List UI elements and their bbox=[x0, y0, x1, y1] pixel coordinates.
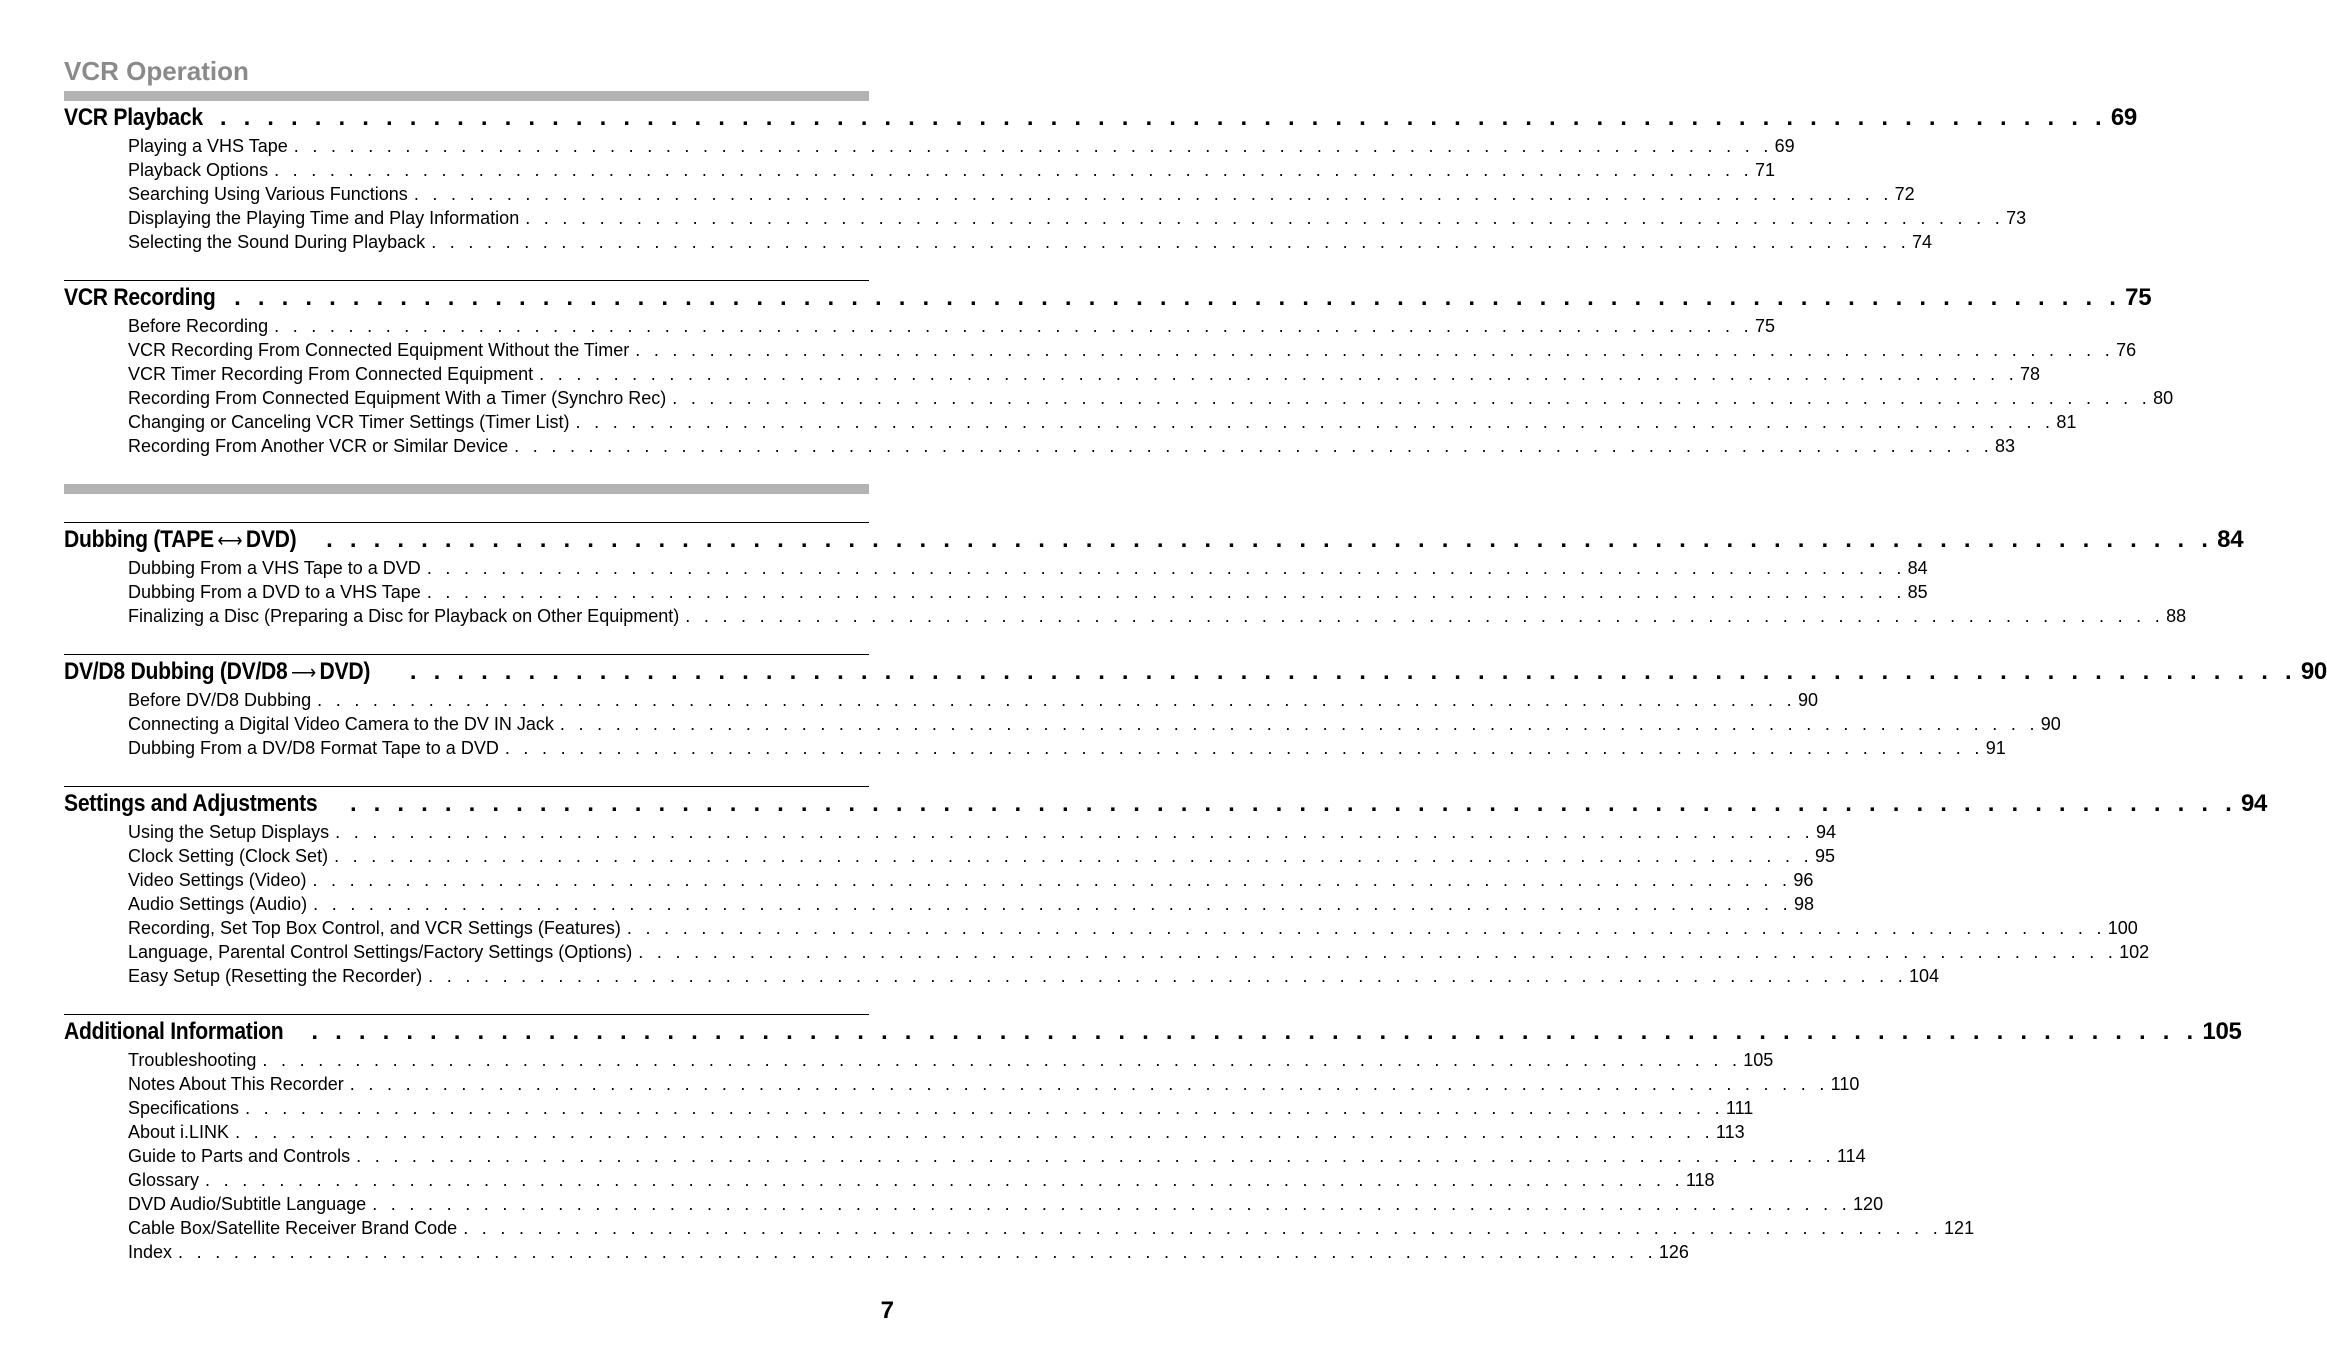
section-title-start: DV/D8 Dubbing (DV/D8 bbox=[64, 658, 288, 685]
toc-entry-title: Audio Settings (Audio) bbox=[128, 894, 308, 914]
toc-entry[interactable] bbox=[128, 314, 1775, 338]
toc-section-heading[interactable] bbox=[64, 101, 2137, 134]
dot-leader: . . . . . . . . . . . . . . . . . . . . . . . . . . . . . . . . . . . . . . . . . . . . . . . . . . . . . . . . . . . . . . . . . . . . . . . . . . . . . . . . bbox=[672, 388, 2152, 408]
toc-section-title: Settings and Adjustments bbox=[64, 790, 318, 817]
toc-entry-page: 96 bbox=[1793, 870, 1814, 890]
toc-entry-page: 114 bbox=[1836, 1146, 1866, 1166]
toc-entry[interactable] bbox=[128, 964, 1940, 988]
toc-entry-title: Changing or Canceling VCR Timer Settings (Timer List) bbox=[128, 412, 570, 432]
toc-entry-page: 102 bbox=[2119, 942, 2150, 962]
toc-section-page: 90 bbox=[2300, 658, 2327, 685]
toc-entry-page: 98 bbox=[1793, 894, 1814, 914]
toc-section-heading[interactable] bbox=[64, 523, 2244, 556]
toc-entry-page: 100 bbox=[2107, 918, 2138, 938]
toc-page bbox=[64, 54, 2327, 1276]
toc-entry-title: Connecting a Digital Video Camera to the DV IN Jack bbox=[128, 714, 554, 734]
toc-section-heading[interactable] bbox=[64, 281, 2152, 314]
toc-entry[interactable] bbox=[128, 1144, 1866, 1168]
toc-entry-page: 113 bbox=[1715, 1122, 1745, 1142]
part-title: VCR Operation bbox=[64, 56, 249, 86]
dot-leader: . . . . . . . . . . . . . . . . . . . . . . . . . . . . . . . . . . . . . . . . . . . . . . . . . . . . . . . . . . . . . . . . . . . . . . . . . . . . . . . . bbox=[635, 340, 2115, 360]
dot-leader: . . . . . . . . . . . . . . . . . . . . . . . . . . . . . . . . . . . . . . . . . . . . . . . . . . . . . . . . . . . . . . . . . . . . . . . . . . . . . . . . bbox=[504, 738, 1984, 758]
toc-entry[interactable] bbox=[128, 940, 2150, 964]
toc-entry-page: 83 bbox=[1995, 436, 2016, 456]
toc-section bbox=[64, 786, 2268, 1000]
toc-entry[interactable] bbox=[128, 386, 2174, 410]
toc-entry-title: Dubbing From a DV/D8 Format Tape to a DVD bbox=[128, 738, 499, 758]
toc-section-page: 69 bbox=[2110, 104, 2137, 131]
dot-leader: . . . . . . . . . . . . . . . . . . . . . . . . . . . . . . . . . . . . . . . . . . . . . . . . . . . . . . . . . . . . . . . . . . . . . . . . . . . . . . . . bbox=[626, 918, 2106, 938]
toc-entry-page: 121 bbox=[1944, 1218, 1975, 1238]
toc-entry-page: 69 bbox=[1774, 136, 1795, 156]
toc-entry-title: Selecting the Sound During Playback bbox=[128, 232, 426, 252]
toc-entry-title: Displaying the Playing Time and Play Information bbox=[128, 208, 520, 228]
toc-group-vcr bbox=[64, 101, 2174, 470]
toc-entry-title: Recording From Another VCR or Similar Device bbox=[128, 436, 509, 456]
toc-entry[interactable] bbox=[128, 1168, 1715, 1192]
dot-leader: . . . . . . . . . . . . . . . . . . . . . . . . . . . . . . . . . . . . . . . . . . . . . . . . . . . . . . . . . . . . . . . . . . . . . . . . . . . . . . . . bbox=[413, 184, 1893, 204]
toc-section-page: 84 bbox=[2217, 526, 2244, 553]
toc-entry[interactable] bbox=[128, 736, 2006, 760]
toc-entry-title: VCR Timer Recording From Connected Equipment bbox=[128, 364, 534, 384]
toc-entry-title: Dubbing From a DVD to a VHS Tape bbox=[128, 582, 421, 602]
toc-section-title bbox=[64, 655, 379, 690]
toc-entry[interactable] bbox=[128, 868, 1814, 892]
section-title-start: Dubbing (TAPE bbox=[64, 526, 214, 553]
toc-section bbox=[64, 522, 2244, 640]
toc-entry-title: Cable Box/Satellite Receiver Brand Code bbox=[128, 1218, 458, 1238]
dot-leader: . . . . . . . . . . . . . . . . . . . . . . . . . . . . . . . . . . . . . . . . . . . . . . . . . . . . . . . . . . . . . . . . . . . . . . . . . . . . . . . . bbox=[575, 412, 2055, 432]
dot-leader: . . . . . . . . . . . . . . . . . . . . . . . . . . . . . . . . . . . . . . . . . . . . . . . . . . . . . . . . . . . . . . . . . . . . . . . . . . . . . . . . bbox=[205, 1170, 1684, 1190]
toc-entry-title: Index bbox=[128, 1242, 173, 1262]
toc-section-heading[interactable] bbox=[64, 655, 2327, 688]
toc-entry[interactable] bbox=[128, 410, 2077, 434]
dot-leader: . . . . . . . . . . . . . . . . . . . . . . . . . . . . . . . . . . . . . . . . . . . . . . . . . . . . . . . . . . . . . . . . . . . . . . . . . . . . . . . . bbox=[525, 208, 2005, 228]
toc-entry-page: 118 bbox=[1685, 1170, 1715, 1190]
dot-leader: . . . . . . . . . . . . . . . . . . . . . . . . . . . . . . . . . . . . . . . . . . . . . . . . . . . . . . . . . . . . . . . . . . . . . . . . . . . . . . . . bbox=[539, 364, 2019, 384]
toc-entry[interactable] bbox=[128, 206, 2027, 230]
toc-entry-page: 74 bbox=[1912, 232, 1933, 252]
toc-entry[interactable] bbox=[128, 1096, 1754, 1120]
toc-entry[interactable] bbox=[128, 1216, 1975, 1240]
toc-entry-title: Glossary bbox=[128, 1170, 200, 1190]
toc-entry-title: Before Recording bbox=[128, 316, 269, 336]
toc-entry-title: Finalizing a Disc (Preparing a Disc for Playback on Other Equipment) bbox=[128, 606, 680, 626]
dot-leader: . . . . . . . . . . . . . . . . . . . . . . . . . . . . . . . . . . . . . . . . . . . . . . . . . . . . . . . . . . . . . . . . . . . . . . . . . . . . . . . . bbox=[463, 1218, 1943, 1238]
toc-section-heading[interactable] bbox=[64, 1015, 2242, 1048]
toc-entry-page: 84 bbox=[1907, 558, 1928, 578]
toc-entry-page: 85 bbox=[1907, 582, 1928, 602]
dot-leader: . . . . . . . . . . . . . . . . . . . . . . . . . . . . . . . . . . . . . . . . . . . . . . . . . . . . . . . . . . . . . . . . . . . . . . . . . . . . . . . . bbox=[274, 316, 1753, 336]
toc-entry-title: Guide to Parts and Controls bbox=[128, 1146, 351, 1166]
dot-leader: . . . . . . . . . . . . . . . . . . . . . . . . . . . . . . . . . . . . . . . . . . . . . . . . . . . . . . . . . . . . . . . . . . . . . . . . . . . . . . . . bbox=[356, 1146, 1835, 1166]
toc-section-heading[interactable] bbox=[64, 787, 2268, 820]
toc-entry-list bbox=[64, 314, 2174, 470]
toc-entry-page: 94 bbox=[1815, 822, 1836, 842]
dot-leader: . . . . . . . . . . . . . . . . . . . . . . . . . . . . . . . . . . . . . . . . . . . . . . . . . . . . . . . . . . . . . . . . . . . . . . . . . . . . . . . . bbox=[428, 966, 1908, 986]
dot-leader: . . . . . . . . . . . . . . . . . . . . . . . . . . . . . . . . . . . . . . . . . . . . . . . . . . . . . . . . . . . . . . . . . . . . . . . . . . . . . . . . bbox=[234, 284, 2122, 311]
toc-entry-page: 80 bbox=[2153, 388, 2174, 408]
toc-section-title bbox=[64, 523, 305, 558]
toc-entry-title: Searching Using Various Functions bbox=[128, 184, 408, 204]
toc-entry-page: 73 bbox=[2006, 208, 2027, 228]
toc-entry[interactable] bbox=[128, 338, 2137, 362]
toc-entry-title: Recording From Connected Equipment With a Timer (Synchro Rec) bbox=[128, 388, 667, 408]
toc-entry-list bbox=[64, 1048, 1975, 1276]
dot-leader: . . . . . . . . . . . . . . . . . . . . . . . . . . . . . . . . . . . . . . . . . . . . . . . . . . . . . . . . . . . . . . . . . . . . . . . . . . . . . . . . bbox=[178, 1242, 1657, 1262]
toc-entry-page: 81 bbox=[2056, 412, 2077, 432]
toc-entry[interactable] bbox=[128, 434, 2016, 458]
toc-entry-title: Before DV/D8 Dubbing bbox=[128, 690, 312, 710]
toc-entry-page: 88 bbox=[2166, 606, 2187, 626]
toc-entry-list bbox=[64, 134, 2027, 266]
toc-entry-title: Language, Parental Control Settings/Factory Settings (Options) bbox=[128, 942, 633, 962]
group-divider-bar bbox=[64, 484, 869, 494]
dot-leader: . . . . . . . . . . . . . . . . . . . . . . . . . . . . . . . . . . . . . . . . . . . . . . . . . . . . . . . . . . . . . . . . . . . . . . . . . . . . . . . . bbox=[335, 822, 1814, 842]
toc-section-page: 94 bbox=[2240, 790, 2268, 817]
dot-leader: . . . . . . . . . . . . . . . . . . . . . . . . . . . . . . . . . . . . . . . . . . . . . . . . . . . . . . . . . . . . . . . . . . . . . . . . . . . . . . . . bbox=[349, 1074, 1829, 1094]
dot-leader: . . . . . . . . . . . . . . . . . . . . . . . . . . . . . . . . . . . . . . . . . . . . . . . . . . . . . . . . . . . . . . . . . . . . . . . . . . . . . . . . bbox=[349, 790, 2237, 817]
dot-leader: . . . . . . . . . . . . . . . . . . . . . . . . . . . . . . . . . . . . . . . . . . . . . . . . . . . . . . . . . . . . . . . . . . . . . . . . . . . . . . . . bbox=[685, 606, 2165, 626]
toc-entry[interactable] bbox=[128, 892, 1814, 916]
toc-entry-title: Easy Setup (Resetting the Recorder) bbox=[128, 966, 423, 986]
toc-section-title: VCR Recording bbox=[64, 284, 216, 311]
dot-leader: . . . . . . . . . . . . . . . . . . . . . . . . . . . . . . . . . . . . . . . . . . . . . . . . . . . . . . . . . . . . . . . . . . . . . . . . . . . . . . . . bbox=[219, 104, 2107, 131]
toc-entry-title: Clock Setting (Clock Set) bbox=[128, 846, 329, 866]
toc-entry[interactable] bbox=[128, 362, 2041, 386]
toc-entry-page: 78 bbox=[2020, 364, 2041, 384]
toc-entry[interactable] bbox=[128, 916, 2138, 940]
toc-entry-list bbox=[64, 556, 2187, 640]
dot-leader: . . . . . . . . . . . . . . . . . . . . . . . . . . . . . . . . . . . . . . . . . . . . . . . . . . . . . . . . . . . . . . . . . . . . . . . . . . . . . . . . bbox=[426, 558, 1906, 578]
toc-entry-title: About i.LINK bbox=[128, 1122, 230, 1142]
toc-entry[interactable] bbox=[128, 556, 1928, 580]
dot-leader: . . . . . . . . . . . . . . . . . . . . . . . . . . . . . . . . . . . . . . . . . . . . . . . . . . . . . . . . . . . . . . . . . . . . . . . . . . . . . . . . bbox=[638, 942, 2118, 962]
toc-entry-page: 120 bbox=[1853, 1194, 1884, 1214]
toc-entry-page: 111 bbox=[1725, 1098, 1754, 1118]
toc-entry-page: 76 bbox=[2116, 340, 2137, 360]
toc-section bbox=[64, 280, 2174, 470]
toc-section bbox=[64, 654, 2327, 772]
toc-entry-title: Specifications bbox=[128, 1098, 240, 1118]
dot-leader: . . . . . . . . . . . . . . . . . . . . . . . . . . . . . . . . . . . . . . . . . . . . . . . . . . . . . . . . . . . . . . . . . . . . . . . . . . . . . . . . bbox=[311, 1018, 2199, 1045]
toc-entry[interactable] bbox=[128, 230, 1933, 254]
toc-entry[interactable] bbox=[128, 1192, 1884, 1216]
section-title-end: DVD) bbox=[319, 658, 371, 685]
toc-entry-title: Notes About This Recorder bbox=[128, 1074, 344, 1094]
toc-section-title: VCR Playback bbox=[64, 104, 203, 131]
dot-leader: . . . . . . . . . . . . . . . . . . . . . . . . . . . . . . . . . . . . . . . . . . . . . . . . . . . . . . . . . . . . . . . . . . . . . . . . . . . . . . . . bbox=[426, 582, 1906, 602]
part-divider-bar bbox=[64, 91, 869, 101]
toc-entry[interactable] bbox=[128, 844, 1835, 868]
toc-entry[interactable] bbox=[128, 712, 2061, 736]
dot-leader: . . . . . . . . . . . . . . . . . . . . . . . . . . . . . . . . . . . . . . . . . . . . . . . . . . . . . . . . . . . . . . . . . . . . . . . . . . . . . . . . bbox=[334, 846, 1813, 866]
dot-leader: . . . . . . . . . . . . . . . . . . . . . . . . . . . . . . . . . . . . . . . . . . . . . . . . . . . . . . . . . . . . . . . . . . . . . . . . . . . . . . . . bbox=[293, 136, 1773, 156]
dot-leader: . . . . . . . . . . . . . . . . . . . . . . . . . . . . . . . . . . . . . . . . . . . . . . . . . . . . . . . . . . . . . . . . . . . . . . . . . . . . . . . . bbox=[245, 1098, 1724, 1118]
toc-entry-list bbox=[64, 820, 2150, 1000]
toc-entry-page: 90 bbox=[2040, 714, 2061, 734]
toc-entry-page: 72 bbox=[1894, 184, 1915, 204]
toc-entry-title: Video Settings (Video) bbox=[128, 870, 307, 890]
toc-entry-title: Playing a VHS Tape bbox=[128, 136, 288, 156]
dot-leader: . . . . . . . . . . . . . . . . . . . . . . . . . . . . . . . . . . . . . . . . . . . . . . . . . . . . . . . . . . . . . . . . . . . . . . . . . . . . . . . . bbox=[409, 658, 2297, 685]
toc-entry-page: 90 bbox=[1797, 690, 1818, 710]
dot-leader: . . . . . . . . . . . . . . . . . . . . . . . . . . . . . . . . . . . . . . . . . . . . . . . . . . . . . . . . . . . . . . . . . . . . . . . . . . . . . . . . bbox=[431, 232, 1911, 252]
toc-entry-title: Dubbing From a VHS Tape to a DVD bbox=[128, 558, 421, 578]
toc-entry[interactable] bbox=[128, 134, 1795, 158]
dot-leader: . . . . . . . . . . . . . . . . . . . . . . . . . . . . . . . . . . . . . . . . . . . . . . . . . . . . . . . . . . . . . . . . . . . . . . . . . . . . . . . . bbox=[326, 526, 2214, 553]
toc-entry[interactable] bbox=[128, 1120, 1745, 1144]
toc-entry-title: Playback Options bbox=[128, 160, 269, 180]
toc-entry[interactable] bbox=[128, 1072, 1860, 1096]
toc-entry[interactable] bbox=[128, 158, 1775, 182]
toc-entry-page: 126 bbox=[1658, 1242, 1689, 1262]
toc-entry-title: DVD Audio/Subtitle Language bbox=[128, 1194, 367, 1214]
toc-entry-page: 71 bbox=[1754, 160, 1775, 180]
toc-entry[interactable] bbox=[128, 182, 1915, 206]
toc-entry[interactable] bbox=[128, 1240, 1689, 1264]
dot-leader: . . . . . . . . . . . . . . . . . . . . . . . . . . . . . . . . . . . . . . . . . . . . . . . . . . . . . . . . . . . . . . . . . . . . . . . . . . . . . . . . bbox=[372, 1194, 1852, 1214]
arrow-icon: ⟶ bbox=[291, 662, 317, 684]
toc-entry[interactable] bbox=[128, 1048, 1774, 1072]
page-number: 7 bbox=[880, 1297, 894, 1324]
toc-group-dubbing-settings bbox=[64, 522, 2327, 1276]
toc-entry-title: Recording, Set Top Box Control, and VCR Settings (Features) bbox=[128, 918, 621, 938]
toc-section bbox=[64, 101, 2137, 266]
toc-entry-page: 95 bbox=[1814, 846, 1835, 866]
arrow-icon: ⟷ bbox=[217, 530, 243, 552]
toc-entry-page: 104 bbox=[1909, 966, 1940, 986]
dot-leader: . . . . . . . . . . . . . . . . . . . . . . . . . . . . . . . . . . . . . . . . . . . . . . . . . . . . . . . . . . . . . . . . . . . . . . . . . . . . . . . . bbox=[514, 436, 1993, 456]
dot-leader: . . . . . . . . . . . . . . . . . . . . . . . . . . . . . . . . . . . . . . . . . . . . . . . . . . . . . . . . . . . . . . . . . . . . . . . . . . . . . . . . bbox=[274, 160, 1753, 180]
dot-leader: . . . . . . . . . . . . . . . . . . . . . . . . . . . . . . . . . . . . . . . . . . . . . . . . . . . . . . . . . . . . . . . . . . . . . . . . . . . . . . . . bbox=[312, 870, 1792, 890]
toc-entry[interactable] bbox=[128, 580, 1928, 604]
toc-entry-title: Using the Setup Displays bbox=[128, 822, 330, 842]
dot-leader: . . . . . . . . . . . . . . . . . . . . . . . . . . . . . . . . . . . . . . . . . . . . . . . . . . . . . . . . . . . . . . . . . . . . . . . . . . . . . . . . bbox=[262, 1050, 1742, 1070]
dot-leader: . . . . . . . . . . . . . . . . . . . . . . . . . . . . . . . . . . . . . . . . . . . . . . . . . . . . . . . . . . . . . . . . . . . . . . . . . . . . . . . . bbox=[559, 714, 2039, 734]
toc-entry-page: 75 bbox=[1754, 316, 1775, 336]
section-title-end: DVD) bbox=[245, 526, 297, 553]
toc-entry-list bbox=[64, 688, 2061, 772]
toc-entry-title: VCR Recording From Connected Equipment Without the Timer bbox=[128, 340, 630, 360]
toc-section-page: 75 bbox=[2125, 284, 2152, 311]
toc-section bbox=[64, 1014, 2242, 1276]
toc-entry[interactable] bbox=[128, 820, 1836, 844]
toc-section-title: Additional Information bbox=[64, 1018, 284, 1045]
toc-entry-title: Troubleshooting bbox=[128, 1050, 257, 1070]
dot-leader: . . . . . . . . . . . . . . . . . . . . . . . . . . . . . . . . . . . . . . . . . . . . . . . . . . . . . . . . . . . . . . . . . . . . . . . . . . . . . . . . bbox=[313, 894, 1792, 914]
toc-entry-page: 91 bbox=[1985, 738, 2006, 758]
toc-entry-page: 110 bbox=[1830, 1074, 1860, 1094]
toc-entry[interactable] bbox=[128, 688, 1818, 712]
toc-section-page: 105 bbox=[2202, 1018, 2242, 1045]
toc-entry[interactable] bbox=[128, 604, 2187, 628]
toc-entry-page: 105 bbox=[1743, 1050, 1774, 1070]
dot-leader: . . . . . . . . . . . . . . . . . . . . . . . . . . . . . . . . . . . . . . . . . . . . . . . . . . . . . . . . . . . . . . . . . . . . . . . . . . . . . . . . bbox=[317, 690, 1796, 710]
dot-leader: . . . . . . . . . . . . . . . . . . . . . . . . . . . . . . . . . . . . . . . . . . . . . . . . . . . . . . . . . . . . . . . . . . . . . . . . . . . . . . . . bbox=[235, 1122, 1714, 1142]
